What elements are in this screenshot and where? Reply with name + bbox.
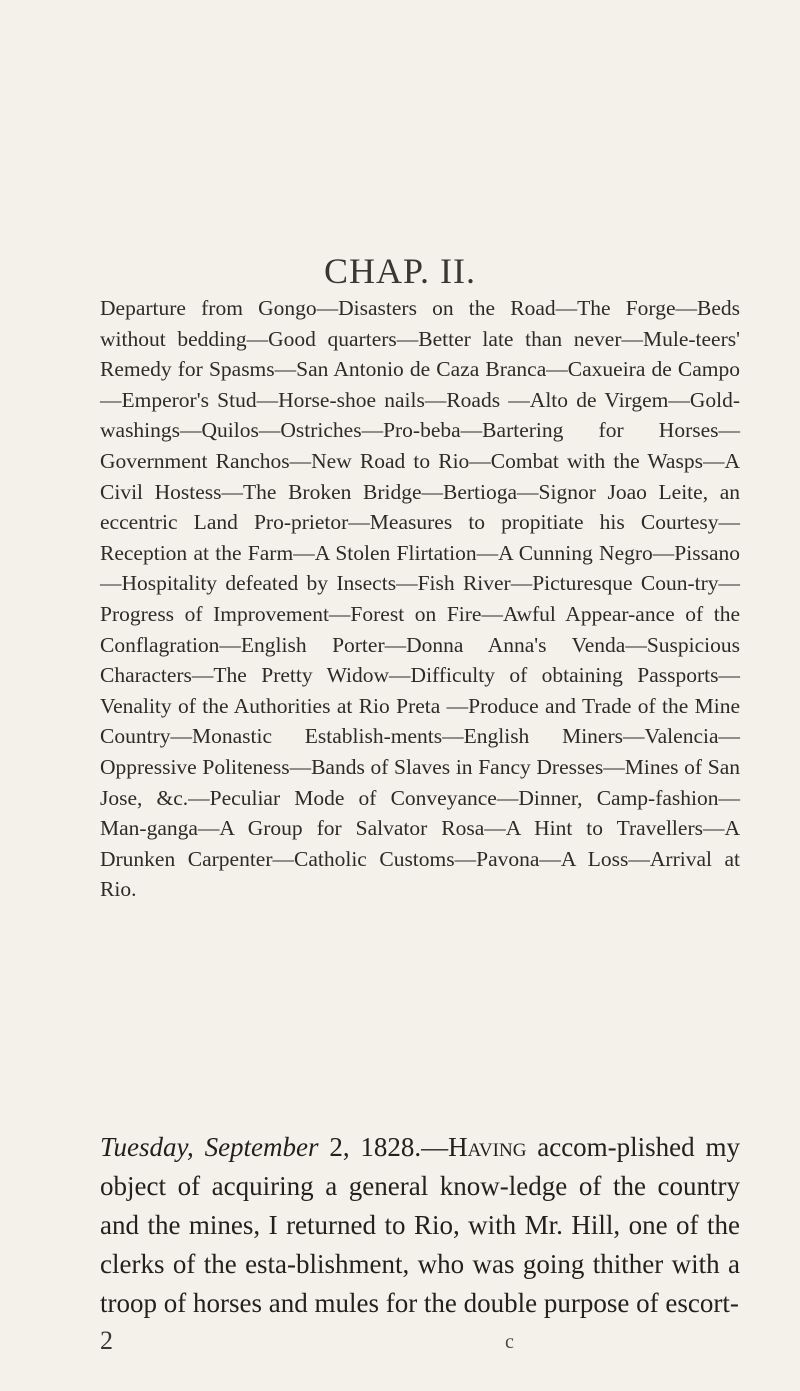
body-paragraph xyxy=(100,1128,740,1323)
opening-word: Having xyxy=(448,1132,527,1162)
signature-number: 2 xyxy=(100,1326,113,1355)
signature-mark: c xyxy=(505,1331,514,1353)
date-rest: 2, 1828.— xyxy=(318,1132,449,1162)
date-italic: Tuesday, September xyxy=(100,1132,319,1162)
chapter-heading: CHAP. II. xyxy=(323,251,476,291)
chapter-summary: Departure from Gongo—Disasters on the Road—The Forge—Beds without bedding—Good quarters—Better late than never—Mule-teers' Remedy for Spasms—San Antonio de Caza Branca—Caxueira de Campo—Emperor's Stud—Horse-shoe nails—Roads —Alto de Virgem—Gold-washings—Quilos—Ostriches—Pro-beba—Bartering for Horses—Government Ranchos—New Road to Rio—Combat with the Wasps—A Civil Hostess—The Broken Bridge—Bertioga—Signor Joao Leite, an eccentric Land Pro-prietor—Measures to propitiate his Courtesy—Reception at the Farm—A Stolen Flirtation—A Cunning Negro—Pissano—Hospitality defeated by Insects—Fish River—Picturesque Coun-try—Progress of Improvement—Forest on Fire—Awful Appear-ance of the Conflagration—English Porter—Donna Anna's Venda—Suspicious Characters—The Pretty Widow—Difficulty of obtaining Passports—Venality of the Authorities at Rio Preta —Produce and Trade of the Mine Country—Monastic Establish-ments—English Miners—Valencia—Oppressive Politeness—Bands of Slaves in Fancy Dresses—Mines of San Jose, &c.—Peculiar Mode of Conveyance—Dinner, Camp-fashion—Man-ganga—A Group for Salvator Rosa—A Hint to Travellers—A Drunken Carpenter—Catholic Customs—Pavona—A Loss—Arrival at Rio. xyxy=(100,296,740,902)
body-text: accom-plished my object of acquiring a general know-ledge of the country and the mines, I returned to Rio, with Mr. Hill, one of the clerks of the esta-blishment, who was going thither with a troop of horses and mules for the double purpose of escort- xyxy=(100,1132,740,1318)
